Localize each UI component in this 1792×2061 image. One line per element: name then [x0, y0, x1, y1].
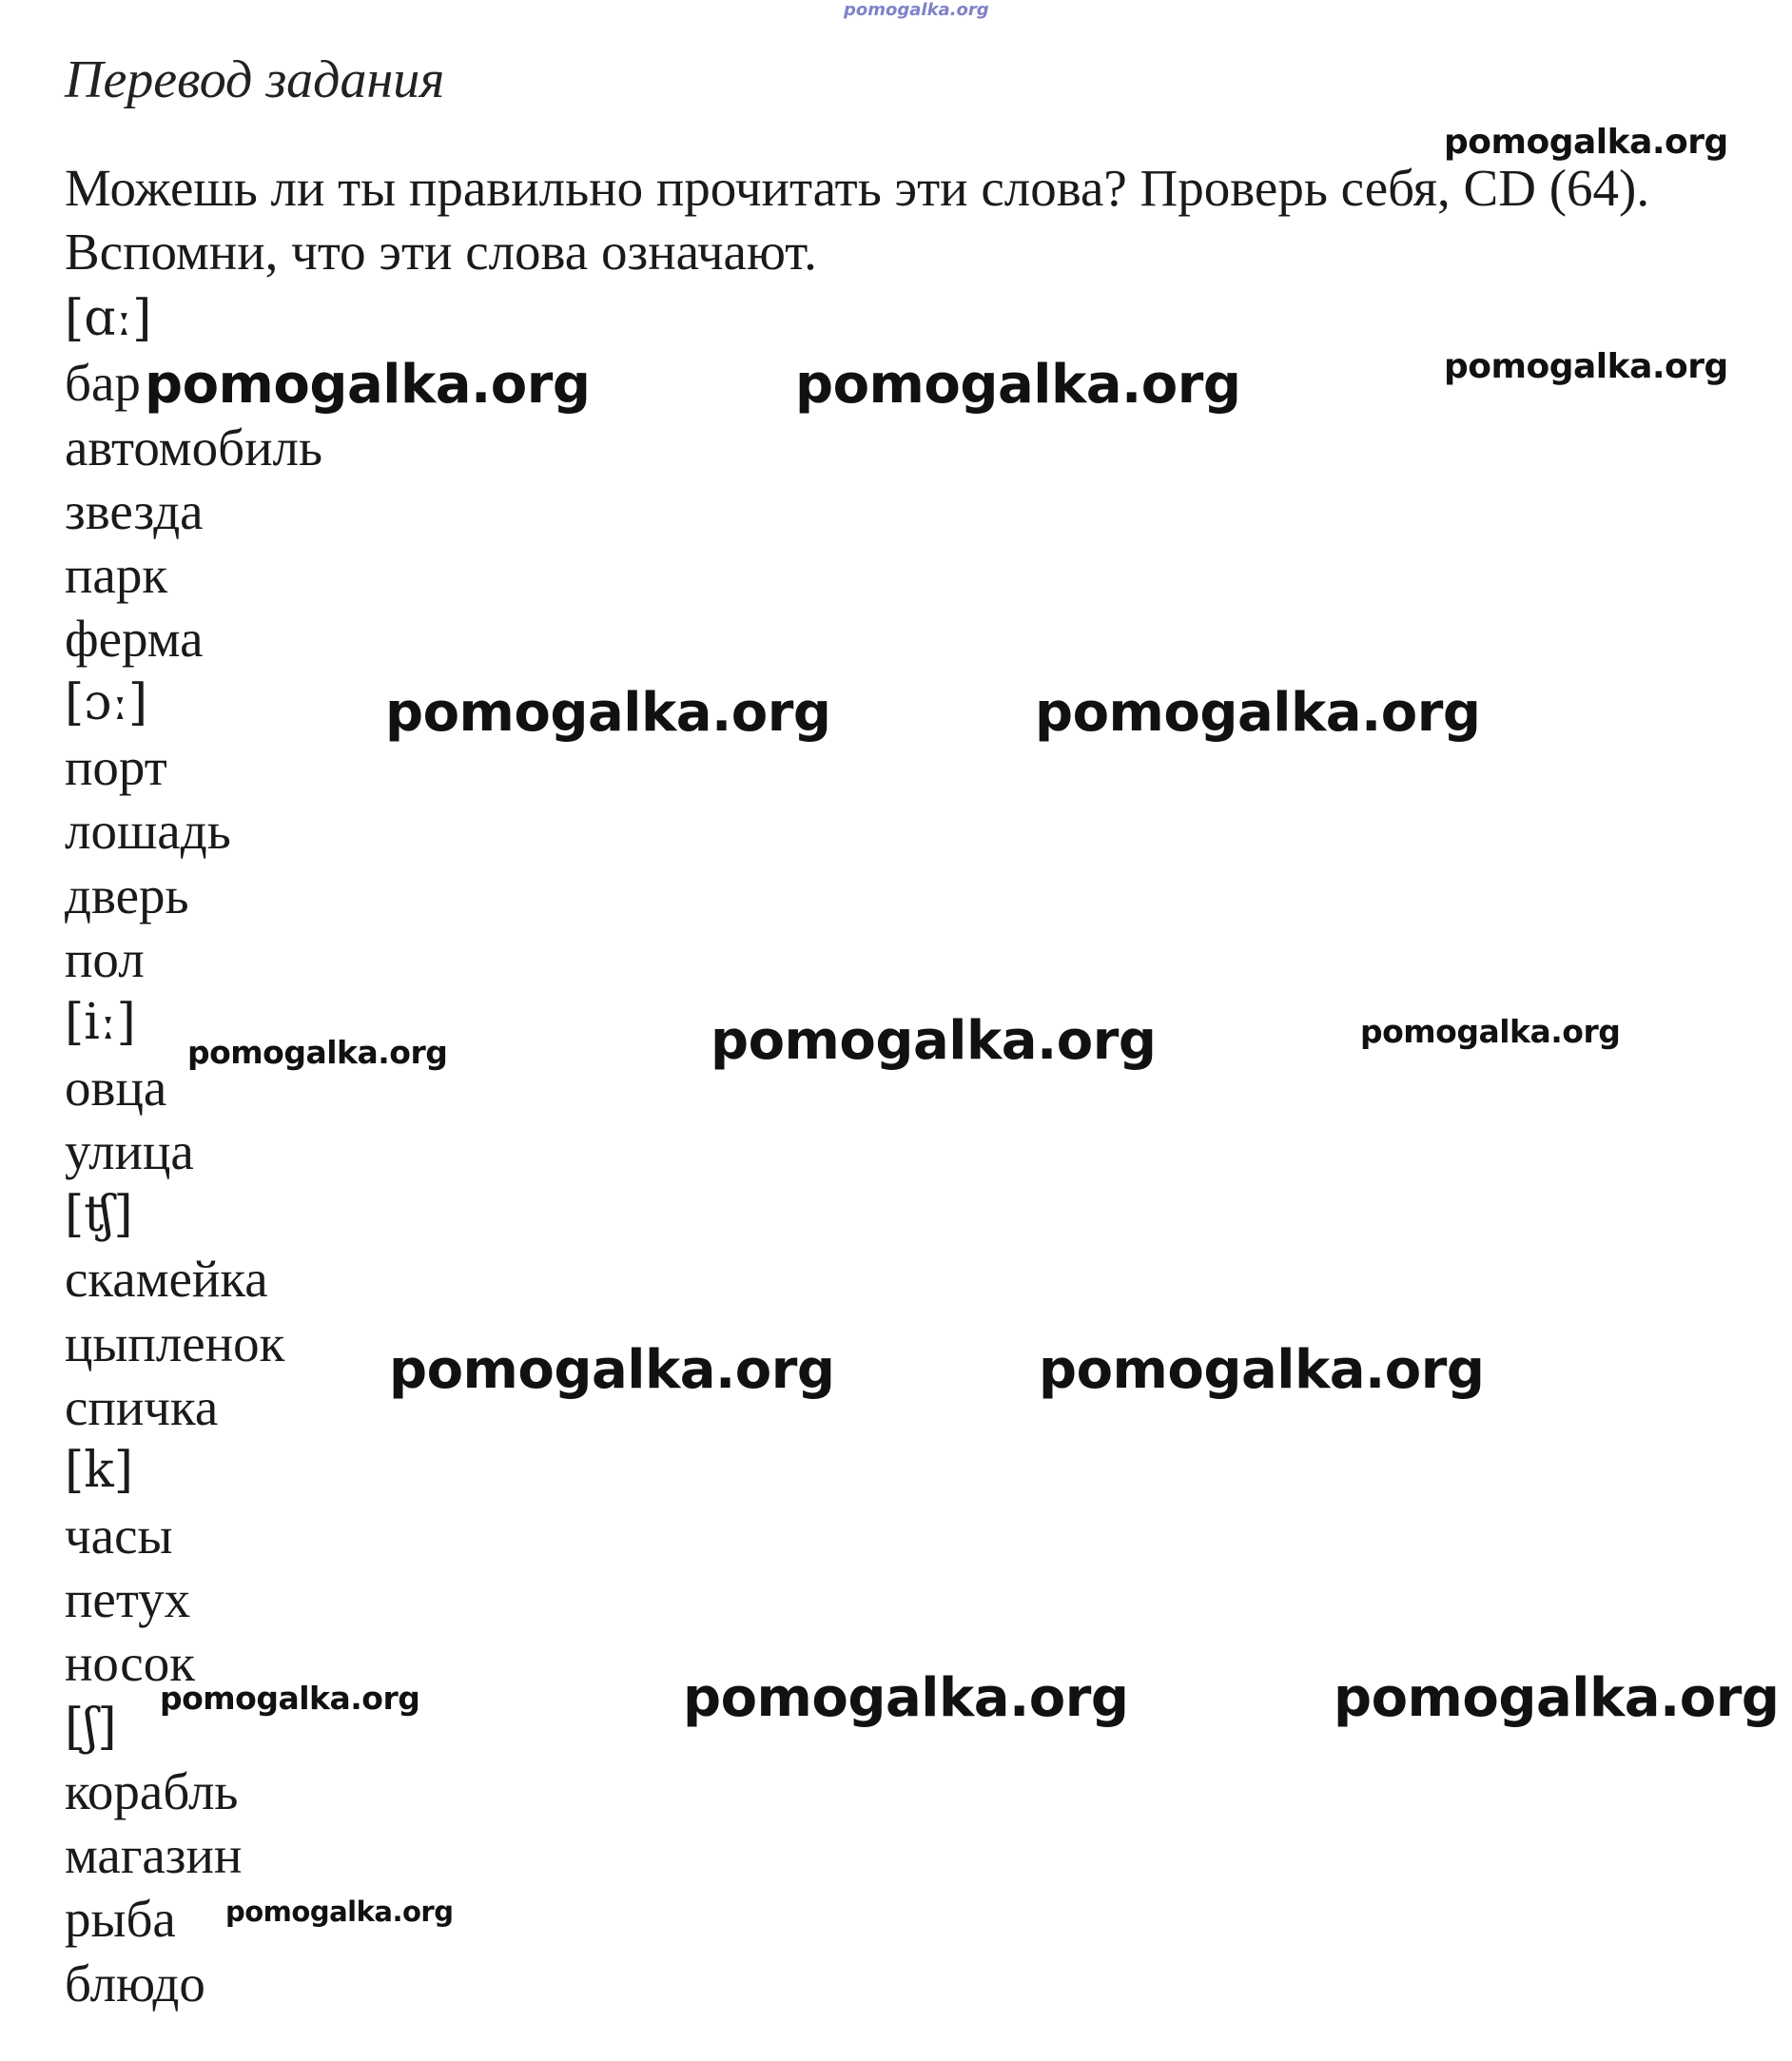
watermark-text: pomogalka.org	[1444, 123, 1728, 162]
instruction-line-1: Можешь ли ты правильно прочитать эти слова? Проверь себя, CD (64).	[65, 159, 1650, 217]
word-item: спичка	[65, 1378, 219, 1437]
word-list	[65, 287, 322, 2015]
word-item: ферма	[65, 610, 204, 669]
watermark-text: pomogalka.org	[145, 354, 591, 416]
watermark-text: pomogalka.org	[1444, 347, 1728, 386]
word-item: автомобиль	[65, 418, 323, 476]
word-item: рыба	[65, 1890, 176, 1949]
word-item: пол	[65, 929, 145, 988]
task-instructions	[65, 156, 1649, 283]
watermark-text: pomogalka.org	[1334, 1667, 1780, 1729]
word-item: порт	[65, 738, 167, 797]
task-translation-heading: Перевод задания	[65, 50, 445, 109]
sound-heading: [ʧ]	[65, 1186, 133, 1244]
sound-heading: [ɑː]	[65, 290, 152, 347]
word-item: носок	[65, 1634, 195, 1693]
sound-heading: [k]	[65, 1442, 134, 1500]
watermark-text: pomogalka.org	[225, 1896, 454, 1928]
sound-heading: [ɔː]	[65, 673, 148, 731]
watermark-text: pomogalka.org	[711, 1010, 1157, 1072]
word-item: цыпленок	[65, 1313, 285, 1372]
word-item: лошадь	[65, 802, 231, 861]
watermark-text: pomogalka.org	[1039, 1339, 1485, 1401]
watermark-text: pomogalka.org	[160, 1680, 420, 1717]
watermark-text: pomogalka.org	[1035, 682, 1481, 744]
instruction-line-2: Вспомни, что эти слова означают.	[65, 223, 817, 281]
watermark-text: pomogalka.org	[683, 1667, 1129, 1729]
word-item: часы	[65, 1506, 173, 1565]
word-item: корабль	[65, 1761, 239, 1820]
watermark-text: pomogalka.org	[187, 1034, 448, 1071]
word-item: скамейка	[65, 1250, 268, 1309]
watermark-text: pomogalka.org	[389, 1339, 835, 1401]
word-item: бар	[65, 354, 141, 413]
word-item: магазин	[65, 1826, 243, 1885]
word-item: блюдо	[65, 1954, 205, 2012]
sound-heading: [iː]	[65, 994, 136, 1052]
word-item: улица	[65, 1121, 194, 1180]
watermark-text: pomogalka.org	[385, 682, 831, 744]
word-item: овца	[65, 1058, 167, 1117]
watermark-text: pomogalka.org	[795, 354, 1241, 416]
sound-heading: [ʃ]	[65, 1698, 117, 1756]
watermark-text: pomogalka.org	[844, 0, 989, 20]
word-item: парк	[65, 546, 168, 605]
word-item: петух	[65, 1569, 191, 1628]
word-item: дверь	[65, 865, 189, 924]
word-item: звезда	[65, 481, 204, 540]
watermark-text: pomogalka.org	[1360, 1013, 1621, 1050]
